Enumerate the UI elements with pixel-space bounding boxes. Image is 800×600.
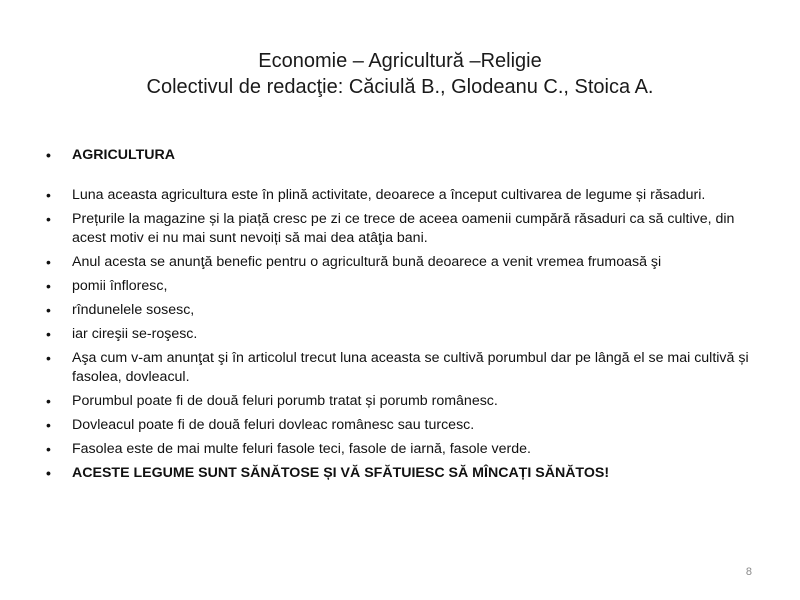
bullet-closing: • ACESTE LEGUME SUNT SĂNĂTOSE ȘI VĂ SFĂTUIESC SĂ MÎNCAȚI SĂNĂTOS!: [46, 464, 758, 483]
bullet-item: • Prețurile la magazine și la piață cresc pe zi ce trece de aceea oamenii cumpără răsaduri ca să cultive, din acest motiv ei nu mai sunt nevoiți să mai dea atâţia bani.: [46, 210, 758, 248]
bullet-list: [46, 146, 758, 488]
bullet-item: • pomii înfloresc,: [46, 277, 758, 296]
bullet-item: • Luna aceasta agricultura este în plină activitate, deoarece a început cultivarea de legume și răsaduri.: [46, 186, 758, 205]
title-line-2: Colectivul de redacţie: Căciulă B., Glodeanu C., Stoica A.: [146, 76, 654, 98]
slide-title: [40, 48, 760, 100]
bullet-item: • rîndunelele sosesc,: [46, 301, 758, 320]
bullet-item: • Dovleacul poate fi de două feluri dovleac românesc sau turcesc.: [46, 416, 758, 435]
page-number: 8: [745, 566, 752, 578]
bullet-item: • Porumbul poate fi de două feluri porumb tratat și porumb românesc.: [46, 392, 758, 411]
bullet-item: • Aşa cum v-am anunţat şi în articolul trecut luna aceasta se cultivă porumbul dar pe lângă el se mai cultivă și fasolea, dovleacul.: [46, 349, 758, 387]
title-line-1: Economie – Agricultură –Religie: [258, 50, 542, 72]
bullet-heading: • AGRICULTURA: [46, 146, 758, 165]
bullet-item: • iar cireşii se-roşesc.: [46, 325, 758, 344]
bullet-item: • Fasolea este de mai multe feluri fasole teci, fasole de iarnă, fasole verde.: [46, 440, 758, 459]
bullet-item: • Anul acesta se anunţă benefic pentru o agricultură bună deoarece a venit vremea frumoasă şi: [46, 253, 758, 272]
